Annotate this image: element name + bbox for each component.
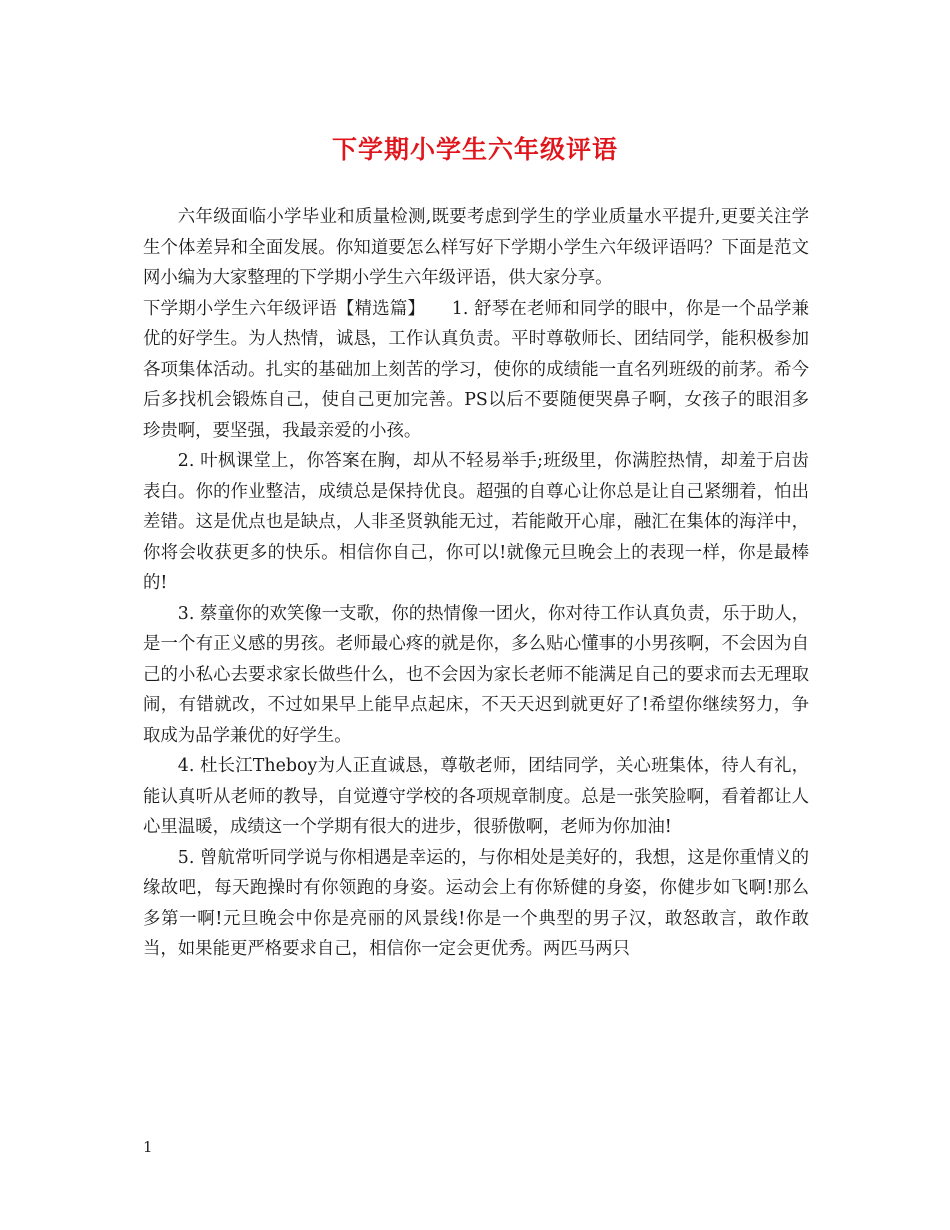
comment-paragraph-4: 4. 杜长江Theboy为人正直诚恳，尊敬老师，团结同学，关心班集体，待人有礼，能认真听从老师的教导，自觉遵守学校的各项规章制度。总是一张笑脸啊，看着都让人心里温暖，成绩这一个学期有很大的进步，很骄傲啊，老师为你加油!: [143, 756, 809, 837]
intro-paragraph: 六年级面临小学毕业和质量检测,既要考虑到学生的学业质量水平提升,更要关注学生个体差异和全面发展。你知道要怎么样写好下学期小学生六年级评语吗？下面是范文网小编为大家整理的下学期小学生六年级评语，供大家分享。: [143, 207, 809, 288]
comment-paragraph-5: 5. 曾航常听同学说与你相遇是幸运的，与你相处是美好的，我想，这是你重情义的缘故吧，每天跑操时有你领跑的身姿。运动会上有你矫健的身姿，你健步如飞啊!那么多第一啊!元旦晚会中你是亮丽的风景线!你是一个典型的男子汉，敢怒敢言，敢作敢当，如果能更严格要求自己，相信你一定会更优秀。两匹马两只: [143, 847, 809, 959]
comment-paragraph-1: 下学期小学生六年级评语【精选篇】 1. 舒琴在老师和同学的眼中，你是一个品学兼优的好学生。为人热情，诚恳，工作认真负责。平时尊敬师长、团结同学，能积极参加各项集体活动。扎实的基础加上刻苦的学习，使你的成绩能一直名列班级的前茅。希今后多找机会锻炼自己，使自己更加完善。PS以后不要随便哭鼻子啊，女孩子的眼泪多珍贵啊，要坚强，我最亲爱的小孩。: [143, 298, 809, 441]
comment-paragraph-2: 2. 叶枫课堂上，你答案在胸，却从不轻易举手;班级里，你满腔热情，却羞于启齿表白。你的作业整洁，成绩总是保持优良。超强的自尊心让你总是让自己紧绷着，怕出差错。这是优点也是缺点，人非圣贤孰能无过，若能敞开心扉，融汇在集体的海洋中，你将会收获更多的快乐。相信你自己，你可以!就像元旦晚会上的表现一样，你是最棒的!: [143, 451, 809, 593]
page-number: 1: [143, 1138, 153, 1156]
document-title: 下学期小学生六年级评语: [331, 135, 618, 164]
comment-paragraph-3: 3. 蔡童你的欢笑像一支歌，你的热情像一团火，你对待工作认真负责，乐于助人，是一个有正义感的男孩。老师最心疼的就是你，多么贴心懂事的小男孩啊，不会因为自己的小私心去要求家长做些什么，也不会因为家长老师不能满足自己的要求而去无理取闹，有错就改，不过如果早上能早点起床，不天天迟到就更好了!希望你继续努力，争取成为品学兼优的好学生。: [143, 603, 809, 746]
document-body: [143, 202, 809, 965]
